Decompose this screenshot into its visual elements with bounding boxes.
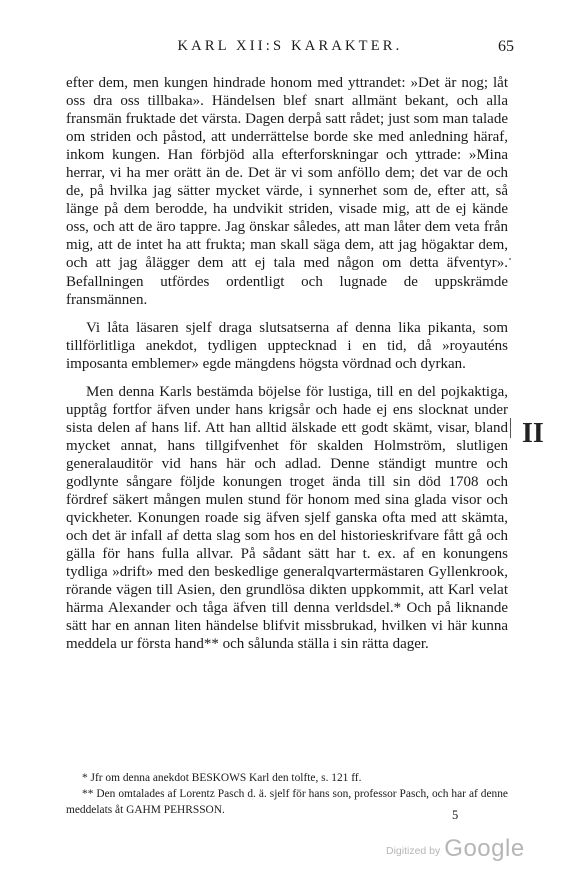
signature-mark: 5 bbox=[452, 808, 459, 822]
margin-tick bbox=[510, 418, 511, 438]
google-logo: Google bbox=[444, 835, 525, 862]
ink-speck bbox=[509, 258, 511, 260]
footnote: * Jfr om denna anekdot BESKOWS Karl den tolfte, s. 121 ff. bbox=[82, 772, 362, 784]
paragraph: Vi låta läsaren sjelf draga slutsatserna af denna lika pikanta, som tillförlitliga anekdot, tydligen upptecknad i en tid, då »royauténs imposanta emblemer» egde mängdens högsta vördnad och dyrkan. bbox=[66, 319, 508, 372]
footnotes bbox=[66, 770, 508, 818]
digitization-watermark bbox=[386, 835, 525, 863]
running-title: KARL XII:S KARAKTER. bbox=[177, 38, 403, 54]
paragraph: Men denna Karls bestämda böjelse för lustiga, till en del pojkaktiga, upptåg fortfor äfven under hans krigsår och hade ej ens slocknat under sista delen af hans lif. Att han alltid älskade ett godt skämt, visar, bland mycket annat, hans tillgifvenhet för skalden Holmström, slutligen generalauditör vid hans här och adlad. Denne ständigt muntre och godlynte sångare följde konungen troget ända till sin död 1708 och fördref säkert mången mulen stund för honom med sina glada visor och qvickheter. Konungen roade sig äfven sjelf ganska ofta med att skämta, och det är infall af detta slag som hos en del historieskrifvare fått gå och gälla för hans fulla allvar. På sådant sätt har t. ex. af en konungens tydliga »drift» med den beskedlige generalqvartermästaren Gyllenkrook, rörande vägen till Asien, den grundlösa dikten uppkommit, att Karl velat härma Alexander och tåga äfven till denna verldsdel.* Och på liknande sätt har en annan liten händelse blifvit missbrukad, hvilken vi här kunna meddela ur första hand** och sålunda ställa i sin rätta dager. bbox=[66, 383, 508, 653]
body-text bbox=[66, 74, 508, 653]
footnote: ** Den omtalades af Lorentz Pasch d. ä. sjelf för hans son, professor Pasch, och har af denne meddelats åt GAHM PEHRSSON. bbox=[66, 788, 508, 816]
margin-note: II bbox=[522, 418, 544, 449]
page-number: 65 bbox=[498, 38, 514, 55]
paragraph: efter dem, men kungen hindrade honom med yttrandet: »Det är nog; låt oss dra oss tillbaka». Händelsen blef snart allmänt bekant, och alla fransmän fruktade det värsta. Dagen derpå satt rådet; just som man talade om striden och påstod, att underrättelse borde ske med anledning häraf, inkom kungen. Han förbjöd alla efterforskningar och yttrade: »Mina herrar, vi ha mer orätt än de. Det är vi som anföllo dem; det var de och de, på hvilka jag sätter mycket värde, i synnerhet som de, efter att, så länge på dem berodde, ha undvikit striden, visade mig, att de ej kände oss, och att de äro tappre. Jag önskar således, att man låter dem veta från mig, att de intet ha att frukta; man skall säga dem, att jag högaktar dem, och att jag ålägger dem att ej tala med någon om detta äfventyr». Befallningen utfördes ordentligt och lugnade de uppskrämde fransmännen. bbox=[66, 75, 508, 308]
watermark-prefix: Digitized by bbox=[386, 845, 441, 857]
